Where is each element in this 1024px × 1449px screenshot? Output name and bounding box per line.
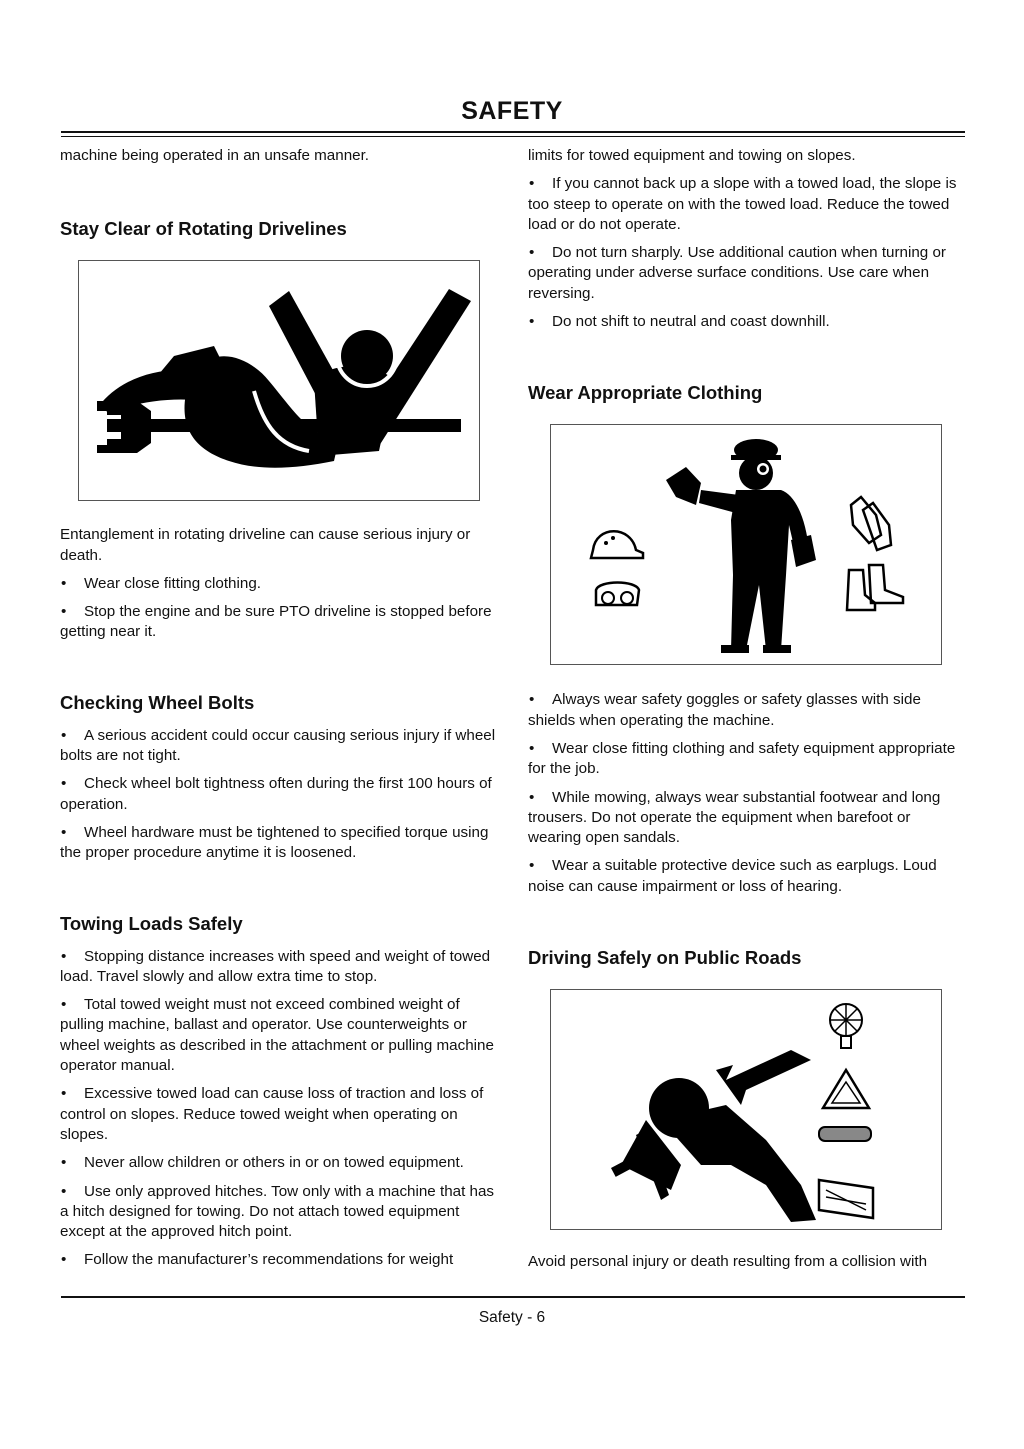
continued-text: machine being operated in an unsafe manner. xyxy=(60,147,370,164)
list-item: • Wear close fitting clothing and safety equipment appropriate for the job. xyxy=(528,739,966,780)
section-heading-towing: Towing Loads Safely xyxy=(60,912,243,934)
drivelines-warning-text: Entanglement in rotating driveline can cause serious injury or death. xyxy=(60,526,471,564)
list-item: • Total towed weight must not exceed combined weight of pulling machine, ballast and operator. Use counterweights or wheel weights as described in the attachment or pulling machine operator manual. xyxy=(60,995,500,1076)
list-item: • Always wear safety goggles or safety glasses with side shields when operating the machine. xyxy=(528,690,966,731)
page-title: SAFETY xyxy=(461,97,563,125)
list-item: • Follow the manufacturer’s recommendations for weight xyxy=(60,1250,500,1270)
list-item: • Wheel hardware must be tightened to specified torque using the proper procedure anytime it is loosened. xyxy=(60,823,500,864)
list-item: • Never allow children or others in or on towed equipment. xyxy=(60,1153,500,1173)
header-rule-thin xyxy=(61,136,965,137)
continued-text: limits for towed equipment and towing on slopes. xyxy=(528,147,856,164)
header-rule xyxy=(61,131,965,133)
list-item: • Check wheel bolt tightness often during the first 100 hours of operation. xyxy=(60,774,500,815)
entangled-person-icon xyxy=(79,261,481,502)
roads-warning-text: Avoid personal injury or death resulting from a collision with xyxy=(528,1253,928,1271)
list-item: • A serious accident could occur causing serious injury if wheel bolts are not tight. xyxy=(60,726,500,767)
section-heading-wheel-bolts: Checking Wheel Bolts xyxy=(60,691,255,713)
right-column xyxy=(528,146,966,1280)
list-item: • Stop the engine and be sure PTO driveline is stopped before getting near it. xyxy=(60,602,500,643)
collision-warning-icon xyxy=(551,990,943,1231)
list-item: • If you cannot back up a slope with a towed load, the slope is too steep to operate on with the towed load. Reduce the towed load or do not operate. xyxy=(528,174,966,235)
list-item: • Do not turn sharply. Use additional caution when turning or operating under adverse surface conditions. Use care when reversing. xyxy=(528,243,966,304)
list-item: • Wear close fitting clothing. xyxy=(60,574,500,594)
section-heading-drivelines: Stay Clear of Rotating Drivelines xyxy=(60,218,347,240)
road-collision-illustration xyxy=(550,989,942,1230)
driveline-hazard-illustration xyxy=(78,260,480,501)
list-item: • Excessive towed load can cause loss of traction and loss of control on slopes. Reduce towed weight when operating on slopes. xyxy=(60,1084,500,1145)
section-heading-public-roads: Driving Safely on Public Roads xyxy=(528,947,802,969)
list-item: • Stopping distance increases with speed and weight of towed load. Travel slowly and allow extra time to stop. xyxy=(60,947,500,988)
list-item: • Use only approved hitches. Tow only with a machine that has a hitch designed for towing. Do not attach towed equipment except at the approved hitch point. xyxy=(60,1182,500,1243)
page-number: Safety - 6 xyxy=(478,1309,546,1326)
section-heading-clothing: Wear Appropriate Clothing xyxy=(528,382,763,404)
left-column xyxy=(60,146,500,1279)
footer-rule xyxy=(61,1296,965,1298)
list-item: • While mowing, always wear substantial footwear and long trousers. Do not operate the equipment when barefoot or wearing open sandals. xyxy=(528,788,966,849)
worker-with-ppe-icon xyxy=(551,425,943,666)
protective-clothing-illustration xyxy=(550,424,942,665)
list-item: • Do not shift to neutral and coast downhill. xyxy=(528,312,966,332)
list-item: • Wear a suitable protective device such as earplugs. Loud noise can cause impairment or loss of hearing. xyxy=(528,856,966,897)
